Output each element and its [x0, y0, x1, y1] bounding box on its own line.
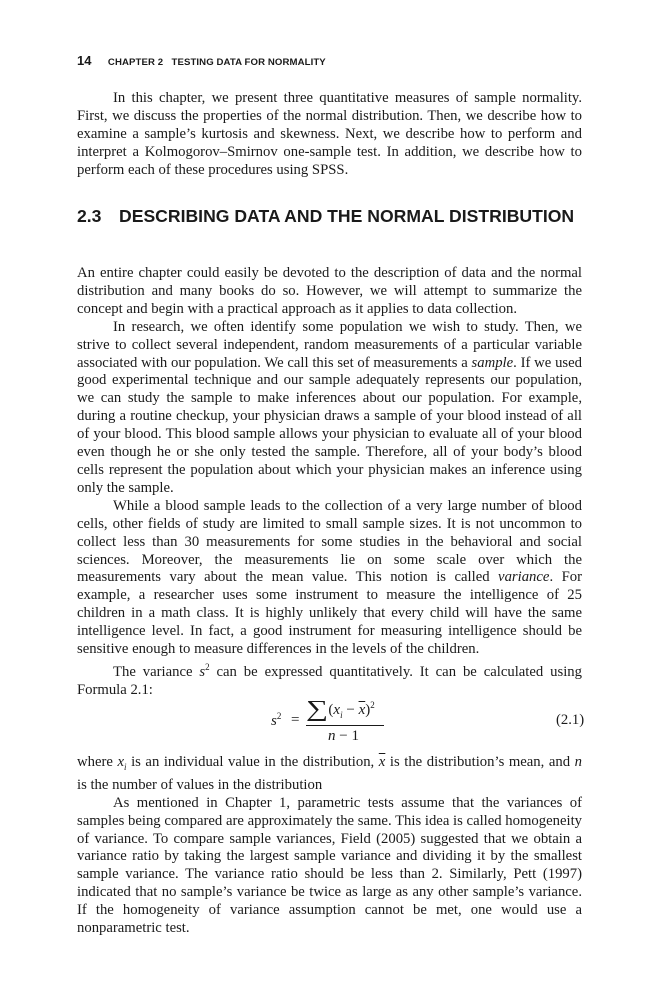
formula-minus: − — [342, 702, 359, 718]
page-number: 14 — [77, 53, 92, 68]
formula-open-paren: ( — [328, 702, 334, 718]
formula-2-1 — [0, 696, 662, 754]
paragraph-2-text-b: . If we used good experimental technique and our sample adequately represents our population, we can study the sample to make inferences about our population. For example, during a routine checkup, your physician draws a sample of your blood instead of all of your blood. This blood sample allows your physician to evaluate all of your blood even though he or she only tested the sample. Therefore, all of your body’s blood cells represent the population about which your physician makes an inference using only the sample. — [77, 354, 582, 496]
formula-n: n — [328, 728, 336, 744]
section-title: DESCRIBING DATA AND THE NORMAL DISTRIBUTION — [119, 206, 575, 226]
paragraph-3 — [77, 498, 582, 659]
section-heading — [77, 206, 582, 227]
formula-lhs — [271, 711, 281, 730]
sigma-icon: ∑ — [306, 696, 329, 721]
paragraph-1: An entire chapter could easily be devoted to the description of data and the normal distribution and many books do so. However, we will attempt to summarize the concept and begin with a practical approach as it applies to data collection. — [77, 265, 582, 317]
paragraph-5-mid: is an individual value in the distribution, — [126, 754, 379, 770]
paragraph-5-mid2: is the distribution’s mean, and — [385, 754, 575, 770]
variance-symbol: s — [199, 663, 206, 680]
paragraph-2-text-a: In research, we often identify some population we wish to study. Then, we strive to collect several independent, random measurements of a particular variable associated with our population. We call this set of measurements a — [77, 318, 582, 371]
formula-numerator — [306, 696, 386, 722]
equation-label: (2.1) — [556, 712, 585, 728]
paragraph-2 — [77, 319, 582, 498]
paragraph-5 — [77, 754, 582, 795]
running-head — [77, 52, 326, 70]
intro-block — [77, 90, 582, 180]
paragraph-5-n: n — [574, 754, 582, 770]
paragraph-3-text-a: While a blood sample leads to the collection of a very large number of blood cells, other fields of study are limited to small sample sizes. It is not uncommon to collect less than 30 measurements for some studies in the behavioral and social sciences. Moreover, the measurements lie on some scale over which the measurements vary about the mean value. This notion is called — [77, 497, 582, 586]
chapter-title: CHAPTER 2 TESTING DATA FOR NORMALITY — [107, 57, 326, 68]
paragraph-5-xbar: $\overline{x}$ — [378, 754, 386, 770]
paragraph-3-emphasis: variance — [498, 569, 550, 586]
fraction-bar — [306, 725, 384, 726]
paragraph-3-text-b: . For example, a researcher uses some instrument to measure the intelligence of 25 children in a math class. It is highly unlikely that every child will have the same intelligence level. In fact, a good instrument for measuring intelligence should be sensitive enough to measure differences in the levels of the children. — [77, 569, 582, 658]
formula-xbar: $\overline{x}$ — [358, 702, 366, 718]
paragraph-5-subscript: i — [123, 761, 127, 772]
formula-lhs-exponent: 2 — [276, 711, 282, 721]
formula-subscript-i: i — [340, 710, 343, 720]
formula-x: x — [333, 702, 341, 718]
formula-minus-one: − 1 — [335, 728, 359, 744]
formula-numerator-exponent: 2 — [370, 700, 375, 710]
paragraph-4 — [77, 659, 582, 700]
section-number: 2.3 — [77, 206, 102, 226]
paragraph-4-text-b: can be expressed quantitatively. It can be calculated using Formula 2.1: — [77, 663, 582, 698]
intro-paragraph: In this chapter, we present three quantitative measures of sample normality. First, we discuss the properties of the normal distribution. Then, we describe how to examine a sample’s kurtosis and skewness. Next, we describe how to perform and interpret a Kolmogorov–Smirnov one-sample test. In addition, we describe how to perform each of these procedures using SPSS. — [77, 90, 582, 178]
formula-denominator — [328, 728, 359, 745]
formula-equals: = — [291, 712, 300, 728]
after-formula-body — [77, 754, 582, 938]
paragraph-5-end: is the number of values in the distribution — [77, 776, 323, 793]
paragraph-2-emphasis: sample — [471, 354, 514, 371]
paragraph-5-x: x — [117, 754, 124, 770]
paragraph-5-where: where — [77, 754, 118, 770]
variance-exponent: 2 — [205, 661, 210, 672]
paragraph-6: As mentioned in Chapter 1, parametric tests assume that the variances of samples being compared are approximately the same. This idea is called homogeneity of variance. To compare sample variances, Field (2005) suggested that we obtain a variance ratio by taking the largest sample variance and dividing it by the smallest sample variance. The variance ratio should be less than 2. Similarly, Pett (1997) indicated that no sample’s variance be twice as large as any other sample’s variance. If the homogeneity of variance assumption cannot be met, one would use a nonparametric test. — [77, 794, 582, 937]
section-body — [77, 265, 582, 700]
paragraph-4-text-a: The variance — [113, 663, 200, 680]
formula-close-paren: ) — [365, 702, 371, 718]
formula-lhs-symbol: s — [271, 713, 277, 729]
